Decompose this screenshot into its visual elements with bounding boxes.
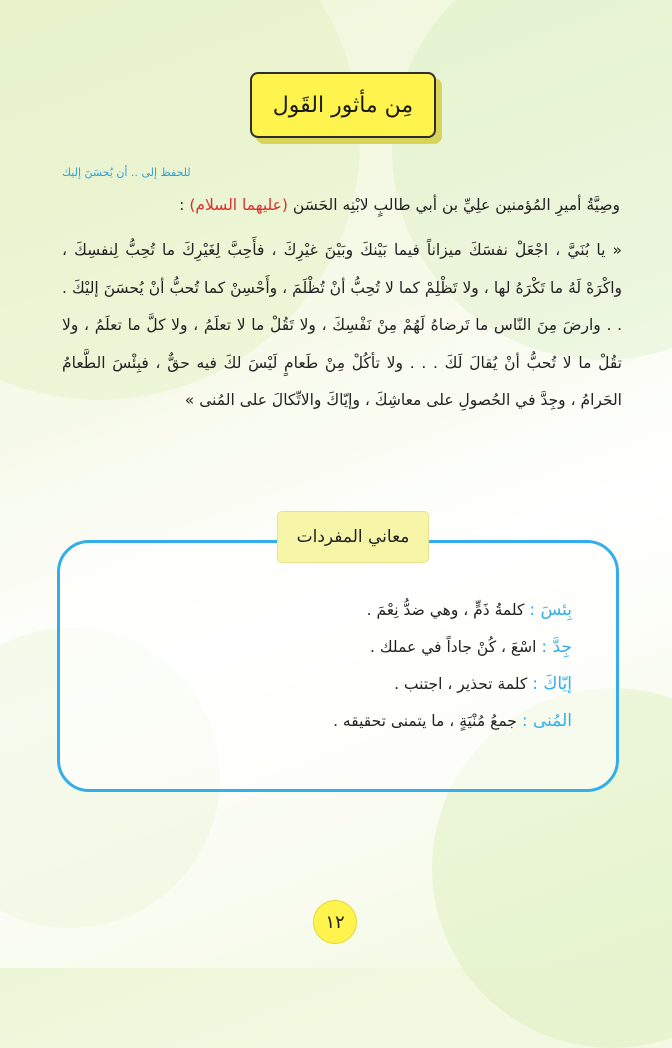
lead-text: وصِيَّةُ أميرِ المُؤمنين علِيِّ بن أبي طالبٍ لابْنِه الحَسَن — [292, 196, 620, 214]
section-title: مِن مأثور القَول — [250, 72, 436, 138]
vocab-meaning: كلمة تحذير ، اجتنب . — [394, 675, 528, 693]
vocab-meaning: كلمةُ ذَمٍّ ، وهي ضدُّ نِعْمَ . — [366, 601, 525, 619]
vocab-item — [132, 711, 572, 748]
vocabulary-heading: معاني المفردات — [278, 512, 428, 562]
page-number: ١٢ — [313, 900, 357, 944]
vocab-term: بِئسَ : — [529, 600, 572, 620]
vocab-meaning: اسْعَ ، كُنْ جاداً في عملك . — [370, 638, 537, 656]
honorific: (عليهما السلام) — [189, 196, 288, 214]
lead-line — [100, 196, 620, 214]
lead-colon: : — [179, 196, 185, 214]
vocab-term: جِدَّ : — [541, 637, 572, 657]
quote-body: « يا بُنَيَّ ، اجْعَلْ نفسَكَ ميزاناً فيما بَيْنكَ وبَيْنَ غيْرِكَ ، فأَحِبَّ لِغَيْرِكَ ما تُحِبُّ لِنفسِكَ ، واكْرَهْ لَهُ ما تَكْرَهُ لها ، ولا تَظْلِمْ كما لا تُحِبُّ أنْ تُظْلَمَ ، وأَحْسِنْ كما تُحبُّ أنْ يُحسَنَ إليْكَ . . . وارضَ مِنَ النّاس ما تَرضاهُ لَهُمْ مِنْ نَفْسِكَ ، ولا تَقُلْ ما لا تعلَمُ ، ولا كلَّ ما تعلَمُ ، ولا تقُلْ ما لا تُحبُّ أنْ يُقالَ لَكَ . . . ولا تأكُلْ مِنْ طَعامٍ لَيْسَ لكَ فيه حقٌّ ، فبِئْسَ الطَّعامُ الحَرامُ ، وجِدَّ في الحُصولِ على معاشِكَ ، وإيّاكَ والاتِّكالَ على المُنى » — [62, 241, 622, 409]
vocab-item — [132, 637, 572, 674]
vocab-term: إيّاكَ : — [532, 674, 572, 694]
vocab-meaning: جمعُ مُنْيَةٍ ، ما يتمنى تحقيقه . — [333, 712, 517, 730]
vocabulary-list — [132, 600, 572, 748]
vocab-term: المُنى : — [521, 711, 572, 731]
memorize-note: للحفظ إلى .. أن يُحسَنَ إليك — [62, 166, 191, 179]
vocab-item — [132, 674, 572, 711]
vocab-item — [132, 600, 572, 637]
